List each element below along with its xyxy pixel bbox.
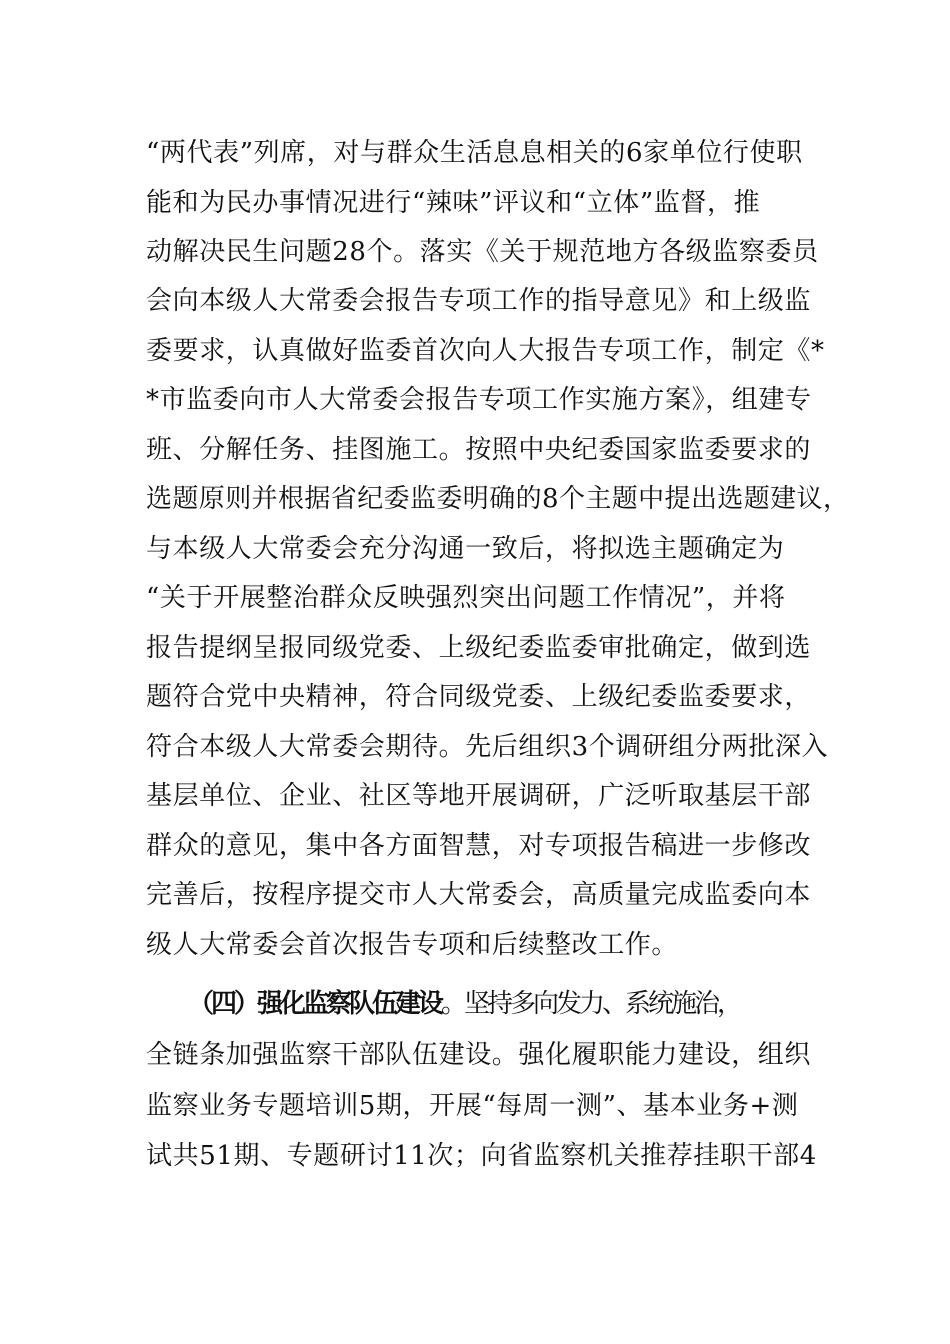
- body-line: 能和为民办事情况进行“辣味”评议和“立体”监督，推: [146, 188, 761, 218]
- section-heading: （四）强化监察队伍建设: [188, 989, 442, 1019]
- body-line: 监察业务专题培训5期，开展“每周一测”、基本业务+测: [146, 1091, 799, 1121]
- body-line: 完善后，按程序提交市人大常委会，高质量完成监委向本: [146, 880, 812, 910]
- section-first-line: [188, 979, 878, 1029]
- body-line: 与本级人大常委会充分沟通一致后，将拟选主题确定为: [146, 534, 785, 564]
- body-line: 委要求，认真做好监委首次向人大报告专项工作，制定《*: [146, 336, 825, 366]
- body-line: 基层单位、企业、社区等地开展调研，广泛听取基层干部: [146, 781, 812, 811]
- body-line: 全链条加强监察干部队伍建设。强化履职能力建设，组织: [146, 1040, 812, 1070]
- body-line: “两代表”列席，对与群众生活息息相关的6家单位行使职: [146, 138, 803, 168]
- body-line: 班、分解任务、挂图施工。按照中央纪委国家监委要求的: [146, 435, 812, 465]
- body-line: 符合本级人大常委会期待。先后组织3个调研组分两批深入: [146, 732, 829, 762]
- body-line: 试共51期、专题研讨11次；向省监察机关推荐挂职干部4: [146, 1141, 817, 1171]
- body-line: 会向本级人大常委会报告专项工作的指导意见》和上级监: [146, 286, 812, 316]
- body-line: 报告提纲呈报同级党委、上级纪委监委审批确定，做到选: [146, 633, 812, 663]
- body-line: 群众的意见，集中各方面智慧，对专项报告稿进一步修改: [146, 831, 812, 861]
- body-line: *市监委向市人大常委会报告专项工作实施方案》，组建专: [146, 385, 812, 415]
- body-line: “关于开展整治群众反映强烈突出问题工作情况”，并将: [146, 583, 786, 613]
- section-heading-rest: 。坚持多向发力、系统施治，: [441, 989, 741, 1019]
- body-line: 选题原则并根据省纪委监委明确的8个主题中提出选题建议，: [146, 484, 850, 514]
- body-line: 题符合党中央精神，符合同级党委、上级纪委监委要求，: [146, 682, 812, 712]
- body-line: 级人大常委会首次报告专项和后续整改工作。: [146, 930, 679, 960]
- body-line: 动解决民生问题28个。落实《关于规范地方各级监察委员: [146, 237, 819, 267]
